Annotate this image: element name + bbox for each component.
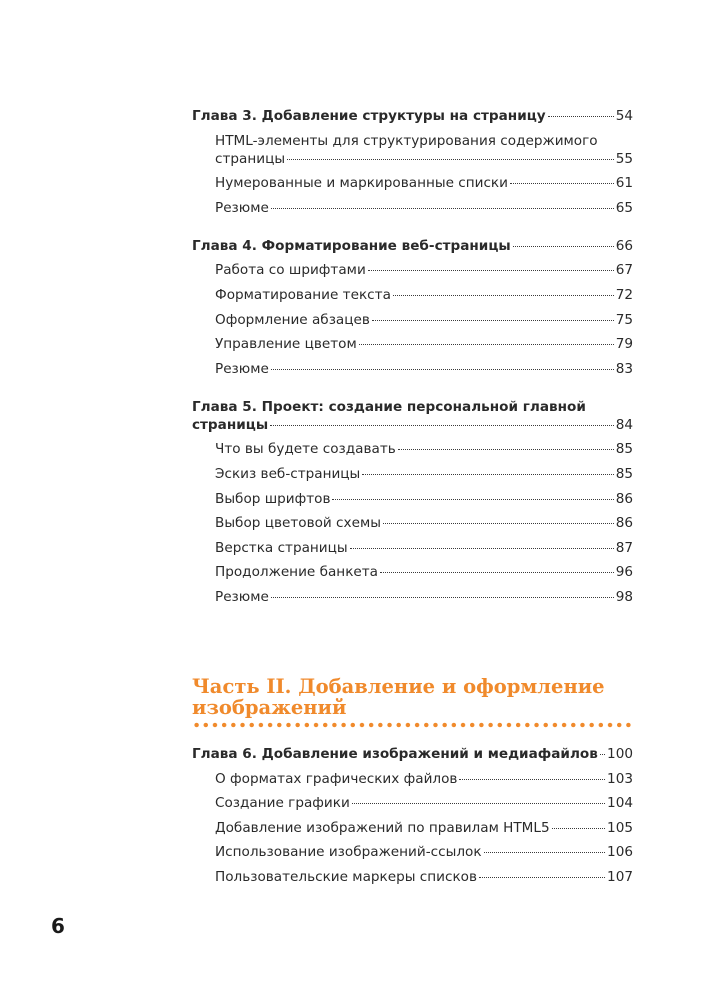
toc-item[interactable] — [192, 868, 633, 886]
toc-item[interactable] — [192, 539, 633, 557]
table-of-contents — [192, 107, 633, 613]
part-dotted-rule — [192, 721, 633, 729]
toc-chapter-3[interactable] — [192, 107, 633, 125]
item-page: 103 — [607, 770, 633, 787]
dot-leader — [552, 828, 605, 829]
chapter-title: Глава 3. Добавление структуры на страницу — [192, 108, 546, 124]
item-title: Оформление абзацев — [215, 311, 370, 328]
chapter-title: страницы — [192, 416, 269, 433]
toc-item[interactable] — [192, 335, 633, 353]
item-page: 98 — [615, 588, 633, 605]
item-title: Верстка страницы — [215, 539, 348, 556]
item-title: Продолжение банкета — [215, 564, 379, 581]
item-page: 65 — [615, 199, 633, 216]
item-title-line1: HTML-элементы для структурирования содержимого — [215, 132, 598, 149]
item-page: 72 — [615, 286, 633, 303]
dot-leader — [380, 572, 614, 573]
chapter-title: Глава 4. Форматирование веб-страницы — [192, 237, 511, 254]
item-title: Что вы будете создавать — [215, 441, 396, 458]
dot-leader — [270, 425, 614, 426]
table-of-contents-part-2 — [192, 745, 633, 893]
part-heading-line1: Часть II. Добавление и оформление — [192, 675, 605, 698]
item-page: 107 — [607, 868, 633, 885]
item-title: страницы — [215, 150, 286, 167]
item-page: 86 — [615, 515, 633, 532]
item-title: Эскиз веб-страницы — [215, 465, 361, 482]
dot-leader — [350, 548, 614, 549]
item-page: 87 — [615, 539, 633, 556]
toc-item[interactable] — [192, 843, 633, 861]
dot-leader — [513, 246, 614, 247]
dot-leader — [479, 877, 605, 878]
item-page: 104 — [607, 795, 633, 812]
item-page: 86 — [615, 490, 633, 507]
item-title: Работа со шрифтами — [215, 262, 366, 279]
dot-leader — [332, 499, 613, 500]
item-page: 85 — [615, 465, 633, 482]
toc-item[interactable] — [192, 174, 633, 192]
toc-chapter-5[interactable] — [192, 398, 633, 434]
dot-leader — [368, 270, 614, 271]
item-page: 85 — [615, 441, 633, 458]
item-title: Нумерованные и маркированные списки — [215, 175, 508, 192]
toc-item[interactable] — [192, 563, 633, 581]
item-title: Добавление изображений по правилам HTML5 — [215, 819, 550, 836]
dot-leader — [271, 369, 614, 370]
item-page: 75 — [615, 311, 633, 328]
item-page: 106 — [607, 844, 633, 861]
part-heading — [192, 676, 633, 718]
item-title: Управление цветом — [215, 336, 357, 353]
chapter-title-line1: Глава 5. Проект: создание персональной главной — [192, 398, 586, 415]
toc-item[interactable] — [192, 819, 633, 837]
toc-item[interactable] — [192, 514, 633, 532]
item-page: 61 — [615, 175, 633, 192]
item-title: Использование изображений-ссылок — [215, 844, 482, 861]
item-page: 79 — [615, 336, 633, 353]
page-number: 6 — [51, 914, 65, 938]
dot-leader — [484, 852, 606, 853]
part-heading-line2: изображений — [192, 696, 347, 719]
dot-leader — [372, 320, 614, 321]
dot-leader — [393, 295, 614, 296]
toc-item[interactable] — [192, 794, 633, 812]
item-page: 105 — [607, 819, 633, 836]
chapter-page: 100 — [607, 746, 633, 762]
dot-leader — [287, 159, 614, 160]
item-page: 83 — [615, 360, 633, 377]
chapter-page: 84 — [615, 416, 633, 433]
item-page: 67 — [615, 262, 633, 279]
dot-leader — [600, 754, 605, 755]
toc-item[interactable] — [192, 440, 633, 458]
dot-leader — [362, 474, 613, 475]
chapter-page: 66 — [615, 237, 633, 254]
toc-chapter-4[interactable] — [192, 237, 633, 255]
item-title: Создание графики — [215, 795, 350, 812]
toc-item[interactable] — [192, 132, 633, 168]
toc-item[interactable] — [192, 490, 633, 508]
chapter-page: 54 — [615, 108, 633, 124]
dot-leader — [359, 344, 614, 345]
chapter-title: Глава 6. Добавление изображений и медиафайлов — [192, 746, 598, 762]
dot-leader — [548, 116, 614, 117]
item-title: Выбор шрифтов — [215, 490, 331, 507]
item-title: Выбор цветовой схемы — [215, 515, 381, 532]
toc-item[interactable] — [192, 311, 633, 329]
dot-leader — [510, 183, 614, 184]
dot-leader — [352, 803, 605, 804]
dot-leader — [398, 449, 614, 450]
toc-item[interactable] — [192, 360, 633, 378]
dot-leader — [271, 597, 614, 598]
item-title: О форматах графических файлов — [215, 770, 458, 787]
item-title: Форматирование текста — [215, 286, 391, 303]
item-title: Резюме — [215, 199, 269, 216]
dot-leader — [383, 523, 614, 524]
toc-item[interactable] — [192, 286, 633, 304]
item-page: 55 — [615, 150, 633, 167]
item-title: Резюме — [215, 360, 269, 377]
item-title: Резюме — [215, 588, 269, 605]
toc-chapter-6[interactable] — [192, 745, 633, 763]
item-page: 96 — [615, 564, 633, 581]
dot-leader — [459, 779, 605, 780]
toc-item[interactable] — [192, 261, 633, 279]
dot-leader — [271, 208, 614, 209]
toc-item[interactable] — [192, 770, 633, 788]
toc-item[interactable] — [192, 588, 633, 606]
item-title: Пользовательские маркеры списков — [215, 868, 477, 885]
toc-item[interactable] — [192, 465, 633, 483]
toc-item[interactable] — [192, 199, 633, 217]
